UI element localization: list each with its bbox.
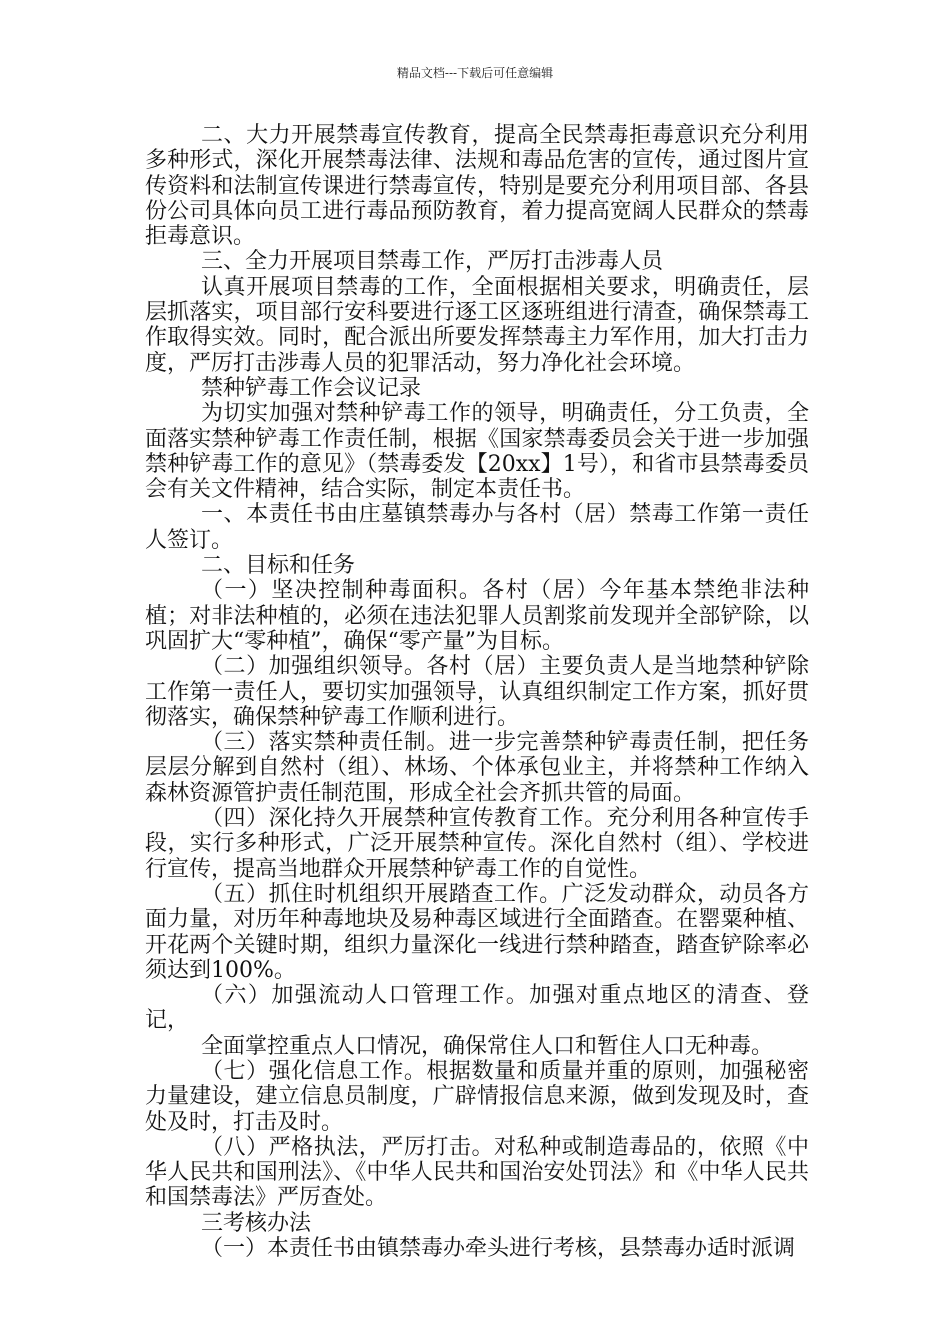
paragraph: 二、大力开展禁毒宣传教育，提高全民禁毒拒毒意识充分利用多种形式，深化开展禁毒法律、法规和毒品危害的宣传，通过图片宣传资料和法制宣传课进行禁毒宣传，特别是要充分利用项目部、各县份公司具体向员工进行毒品预防教育，着力提高宽阔人民群众的禁毒拒毒意识。 <box>145 123 809 250</box>
list-item: （二）加强组织领导。各村（居）主要负责人是当地禁种铲除工作第一责任人，要切实加强领导，认真组织制定工作方案，抓好贯彻落实，确保禁种铲毒工作顺利进行。 <box>145 654 809 730</box>
list-item: （五）抓住时机组织开展踏查工作。广泛发动群众，动员各方面力量，对历年种毒地块及易种毒区域进行全面踏查。在罂粟种植、开花两个关键时期，组织力量深化一线进行禁种踏查，踏查铲除率必须达到100%。 <box>145 881 809 983</box>
list-item: （一）坚决控制种毒面积。各村（居）今年基本禁绝非法种植；对非法种植的，必须在违法犯罪人员割浆前发现并全部铲除，以巩固扩大“零种植”，确保“零产量”为目标。 <box>145 578 809 654</box>
page-header: 精品文档---下载后可任意编辑 <box>396 66 554 80</box>
section-heading: 二、目标和任务 <box>201 553 356 579</box>
list-item: （七）强化信息工作。根据数量和质量并重的原则，加强秘密力量建设，建立信息员制度，广辟情报信息来源，做到发现及时，查处及时，打击及时。 <box>145 1058 809 1135</box>
list-item: （三）落实禁种责任制。进一步完善禁种铲毒责任制，把任务层层分解到自然村（组）、林场、个体承包业主，并将禁种工作纳入森林资源管护责任制范围，形成全社会齐抓共管的局面。 <box>145 730 809 806</box>
section-heading: 三、全力开展项目禁毒工作，严厉打击涉毒人员 <box>201 249 664 275</box>
section-heading: 三考核办法 <box>201 1210 312 1236</box>
paragraph: 一、本责任书由庄墓镇禁毒办与各村（居）禁毒工作第一责任人签订。 <box>145 502 809 553</box>
paragraph: 认真开展项目禁毒的工作，全面根据相关要求，明确责任，层层抓落实，项目部行安科要进行逐工区逐班组进行清查，确保禁毒工作取得实效。同时，配合派出所要发挥禁毒主力军作用，加大打击力度，严厉打击涉毒人员的犯罪活动，努力净化社会环境。 <box>145 274 809 376</box>
paragraph: 为切实加强对禁种铲毒工作的领导，明确责任，分工负责，全面落实禁种铲毒工作责任制，根据《国家禁毒委员会关于进一步加强禁种铲毒工作的意见》（禁毒委发【20xx】1号），和省市县禁毒委员会有关文件精神，结合实际，制定本责任书。 <box>145 401 809 503</box>
list-item: （四）深化持久开展禁种宣传教育工作。充分利用各种宣传手段，实行多种形式，广泛开展禁种宣传。深化自然村（组）、学校进行宣传，提高当地群众开展禁种铲毒工作的自觉性。 <box>145 806 809 882</box>
list-item-continuation: 全面掌控重点人口情况，确保常住人口和暂住人口无种毒。 <box>201 1033 774 1059</box>
list-item: （八）严格执法，严厉打击。对私种或制造毒品的，依照《中华人民共和国刑法》、《中华人民共和国治安处罚法》和《中华人民共和国禁毒法》严厉查处。 <box>145 1134 809 1211</box>
document-body <box>145 123 809 1261</box>
list-item: （六）加强流动人口管理工作。加强对重点地区的清查、登记， <box>145 983 809 1034</box>
section-heading: 禁种铲毒工作会议记录 <box>201 375 422 401</box>
list-item: （一）本责任书由镇禁毒办牵头进行考核，县禁毒办适时派调 <box>201 1236 796 1262</box>
